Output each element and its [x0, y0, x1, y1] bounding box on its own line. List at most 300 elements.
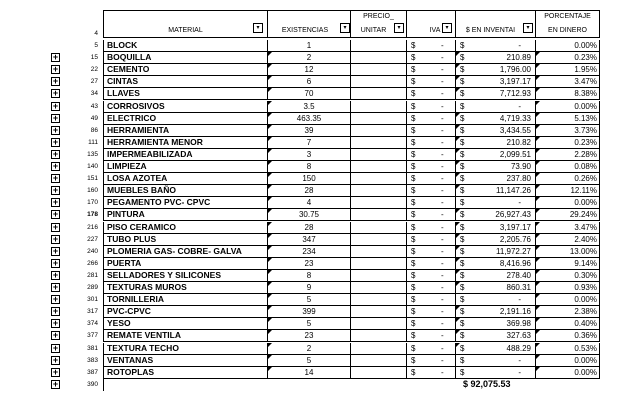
material-cell[interactable]: PUERTA: [103, 258, 267, 270]
total-amount: $ 92,075.53: [463, 378, 511, 389]
expand-group-icon[interactable]: +: [52, 52, 59, 63]
material-cell[interactable]: BOQUILLA: [103, 52, 267, 64]
dinero-cell[interactable]: [455, 234, 535, 246]
dinero-cell[interactable]: [455, 64, 535, 76]
expand-group-icon[interactable]: +: [52, 64, 59, 75]
existencias-cell[interactable]: [267, 137, 350, 149]
porcentaje-cell[interactable]: [535, 173, 600, 185]
material-cell[interactable]: YESO: [103, 318, 267, 330]
porcentaje-cell[interactable]: [535, 234, 600, 246]
existencias-cell[interactable]: [267, 149, 350, 161]
cell-value: 5: [306, 295, 312, 305]
header-precio: [350, 10, 406, 38]
precio-cell[interactable]: [350, 246, 406, 258]
currency-symbol: $: [411, 307, 416, 317]
porcentaje-cell[interactable]: [535, 88, 600, 100]
material-cell[interactable]: ELECTRICO: [103, 113, 267, 125]
existencias-cell[interactable]: [267, 161, 350, 173]
iva-cell[interactable]: [406, 306, 455, 318]
existencias-cell[interactable]: [267, 197, 350, 209]
cell-value: 0.93%: [574, 283, 597, 292]
existencias-cell[interactable]: [267, 185, 350, 197]
porcentaje-cell[interactable]: [535, 149, 600, 161]
material-cell[interactable]: SELLADORES Y SILICONES: [103, 270, 267, 282]
expand-group-icon[interactable]: +: [52, 88, 59, 99]
expand-group-icon[interactable]: +: [52, 100, 59, 111]
precio-cell[interactable]: [350, 222, 406, 234]
header-label: EXISTENCIAS: [281, 27, 329, 34]
cell-value: 39: [304, 125, 314, 135]
precio-cell[interactable]: [350, 355, 406, 367]
porcentaje-cell[interactable]: [535, 270, 600, 282]
dinero-cell[interactable]: [455, 330, 535, 342]
porcentaje-cell[interactable]: [535, 197, 600, 209]
iva-cell[interactable]: [406, 294, 455, 306]
existencias-cell[interactable]: [267, 52, 350, 64]
porcentaje-cell[interactable]: [535, 52, 600, 64]
dinero-cell[interactable]: [455, 258, 535, 270]
cell-value: 0.00%: [574, 295, 597, 305]
cell-value: 0.00%: [574, 41, 597, 50]
row-number: 301: [87, 296, 98, 304]
precio-cell[interactable]: [350, 197, 406, 209]
row-number: 390: [87, 380, 98, 388]
dinero-cell[interactable]: [455, 52, 535, 64]
existencias-cell[interactable]: [267, 343, 350, 355]
comment-marker: [536, 367, 540, 371]
iva-cell[interactable]: [406, 343, 455, 355]
cell-value: 8: [306, 162, 312, 171]
precio-cell[interactable]: [350, 149, 406, 161]
expand-group-icon[interactable]: +: [52, 330, 59, 341]
material-cell[interactable]: BLOCK: [103, 40, 267, 52]
cell-value: 3.5: [303, 101, 315, 111]
expand-group-icon[interactable]: +: [52, 136, 59, 147]
expand-group-icon[interactable]: +: [52, 112, 59, 123]
dinero-cell[interactable]: [455, 149, 535, 161]
cell-value: 8.38%: [574, 89, 597, 99]
material-cell[interactable]: HERRAMIENTA MENOR: [103, 137, 267, 149]
material-cell[interactable]: MUEBLES BAÑO: [103, 185, 267, 197]
porcentaje-cell[interactable]: [535, 113, 600, 125]
existencias-cell[interactable]: [267, 294, 350, 306]
expand-group-icon[interactable]: +: [52, 282, 59, 292]
precio-cell[interactable]: [350, 367, 406, 379]
header-label: MATERIAL: [168, 27, 203, 34]
existencias-cell[interactable]: [267, 318, 350, 330]
cell-value: 73.90: [510, 162, 531, 171]
expand-group-icon[interactable]: +: [52, 233, 59, 244]
cell-value: -: [441, 89, 444, 99]
precio-cell[interactable]: [350, 52, 406, 64]
comment-marker: [268, 234, 272, 238]
existencias-cell[interactable]: [267, 40, 350, 52]
cell-value: 26,927.43: [495, 210, 531, 220]
precio-cell[interactable]: [350, 173, 406, 185]
comment-marker: [536, 185, 540, 189]
porcentaje-cell[interactable]: [535, 355, 600, 367]
header-existencias: [267, 10, 350, 38]
precio-cell[interactable]: [350, 343, 406, 355]
cell-value: 0.26%: [574, 174, 597, 184]
expand-group-icon[interactable]: +: [52, 148, 59, 159]
row-number: 170: [87, 199, 98, 207]
iva-cell[interactable]: [406, 258, 455, 270]
dinero-cell[interactable]: [455, 197, 535, 209]
comment-marker: [536, 270, 540, 274]
material-cell[interactable]: PVC-CPVC: [103, 306, 267, 318]
material-cell[interactable]: TUBO PLUS: [103, 234, 267, 246]
table-row: [0, 113, 637, 125]
material-cell[interactable]: IMPERMEABILIZADA: [103, 149, 267, 161]
material-cell[interactable]: VENTANAS: [103, 355, 267, 367]
comment-marker: [536, 52, 540, 56]
filter-dropdown-icon[interactable]: ▾: [340, 23, 350, 33]
material-cell[interactable]: CINTAS: [103, 76, 267, 88]
existencias-cell[interactable]: [267, 113, 350, 125]
precio-cell[interactable]: [350, 88, 406, 100]
cell-value: -: [518, 101, 521, 111]
filter-dropdown-icon[interactable]: ▾: [523, 23, 533, 33]
currency-symbol: $: [411, 331, 416, 341]
iva-cell[interactable]: [406, 113, 455, 125]
iva-cell[interactable]: [406, 137, 455, 149]
porcentaje-cell[interactable]: [535, 40, 600, 52]
porcentaje-cell[interactable]: [535, 282, 600, 294]
iva-cell[interactable]: [406, 234, 455, 246]
dinero-cell[interactable]: [455, 161, 535, 173]
table-row: [0, 258, 637, 270]
table-row: [0, 330, 637, 342]
expand-group-icon[interactable]: +: [52, 245, 59, 256]
iva-cell[interactable]: [406, 185, 455, 197]
dinero-cell[interactable]: [455, 125, 535, 137]
dinero-cell[interactable]: [455, 367, 535, 379]
existencias-cell[interactable]: [267, 234, 350, 246]
precio-cell[interactable]: [350, 40, 406, 52]
material-cell[interactable]: CEMENTO: [103, 64, 267, 76]
iva-cell[interactable]: [406, 318, 455, 330]
row-number: 151: [87, 175, 98, 183]
expand-group-icon[interactable]: +: [52, 354, 59, 365]
table-row: [0, 101, 637, 113]
expand-group-icon[interactable]: +: [52, 173, 59, 184]
comment-marker: [536, 343, 540, 347]
cell-value: 23: [304, 258, 314, 268]
expand-group-icon[interactable]: +: [52, 342, 59, 353]
comment-marker: [536, 137, 540, 141]
precio-cell[interactable]: [350, 185, 406, 197]
material-cell[interactable]: LIMPIEZA: [103, 161, 267, 173]
expand-group-icon[interactable]: +: [52, 306, 59, 317]
comment-marker: [536, 330, 540, 334]
iva-cell[interactable]: [406, 330, 455, 342]
porcentaje-cell[interactable]: [535, 76, 600, 88]
dinero-cell[interactable]: [455, 343, 535, 355]
precio-cell[interactable]: [350, 330, 406, 342]
cell-value: 369.98: [506, 319, 531, 329]
material-cell[interactable]: HERRAMIENTA: [103, 125, 267, 137]
dinero-cell[interactable]: [455, 270, 535, 282]
comment-marker: [268, 282, 272, 286]
material-cell[interactable]: ROTOPLAS: [103, 367, 267, 379]
table-row: [0, 76, 637, 88]
comment-marker: [536, 294, 540, 298]
precio-cell[interactable]: [350, 294, 406, 306]
dinero-cell[interactable]: [455, 282, 535, 294]
iva-cell[interactable]: [406, 355, 455, 367]
precio-cell[interactable]: [350, 64, 406, 76]
currency-symbol: $: [411, 246, 416, 256]
dinero-cell[interactable]: [455, 137, 535, 149]
comment-marker: [268, 355, 272, 359]
expand-group-icon[interactable]: +: [52, 185, 59, 196]
iva-cell[interactable]: [406, 52, 455, 64]
precio-cell[interactable]: [350, 306, 406, 318]
expand-group-icon[interactable]: +: [52, 318, 59, 329]
expand-group-icon[interactable]: +: [52, 269, 59, 280]
row-number: 381: [87, 344, 98, 352]
porcentaje-cell[interactable]: [535, 258, 600, 270]
currency-symbol: $: [460, 162, 465, 171]
porcentaje-cell[interactable]: [535, 222, 600, 234]
iva-cell[interactable]: [406, 149, 455, 161]
porcentaje-cell[interactable]: [535, 246, 600, 258]
table-row: [0, 246, 637, 258]
table-row: [0, 173, 637, 185]
expand-group-icon[interactable]: +: [52, 378, 59, 389]
existencias-cell[interactable]: [267, 367, 350, 379]
expand-group-icon[interactable]: +: [52, 221, 59, 232]
cell-value: 3,197.17: [499, 77, 531, 87]
precio-cell[interactable]: [350, 282, 406, 294]
dinero-cell[interactable]: [455, 88, 535, 100]
comment-marker: [268, 161, 272, 165]
material-cell[interactable]: TORNILLERIA: [103, 294, 267, 306]
expand-group-icon[interactable]: +: [52, 366, 59, 377]
porcentaje-cell[interactable]: [535, 294, 600, 306]
iva-cell[interactable]: [406, 367, 455, 379]
cell-value: 2.38%: [574, 307, 597, 317]
existencias-cell[interactable]: [267, 64, 350, 76]
existencias-cell[interactable]: [267, 222, 350, 234]
dinero-cell[interactable]: [455, 40, 535, 52]
dinero-cell[interactable]: [455, 113, 535, 125]
dinero-cell[interactable]: [455, 306, 535, 318]
comment-marker: [536, 306, 540, 310]
existencias-cell[interactable]: [267, 76, 350, 88]
cell-value: -: [441, 283, 444, 292]
dinero-cell[interactable]: [455, 222, 535, 234]
expand-group-icon[interactable]: +: [52, 161, 59, 171]
material-cell[interactable]: PLOMERIA GAS- COBRE- GALVA: [103, 246, 267, 258]
precio-cell[interactable]: [350, 125, 406, 137]
expand-group-icon[interactable]: +: [52, 124, 59, 135]
expand-group-icon[interactable]: +: [52, 294, 59, 305]
cell-value: 210.89: [506, 53, 531, 63]
porcentaje-cell[interactable]: [535, 330, 600, 342]
precio-cell[interactable]: [350, 258, 406, 270]
material-cell[interactable]: TEXTURAS MUROS: [103, 282, 267, 294]
filter-dropdown-icon[interactable]: ▾: [253, 23, 263, 33]
cell-value: -: [441, 367, 444, 377]
existencias-cell[interactable]: [267, 282, 350, 294]
existencias-cell[interactable]: [267, 246, 350, 258]
filter-dropdown-icon[interactable]: ▾: [442, 23, 452, 33]
cell-value: 2: [306, 53, 312, 63]
currency-symbol: $: [460, 149, 465, 159]
currency-symbol: $: [411, 210, 416, 220]
currency-symbol: $: [411, 319, 416, 329]
row-number: 240: [87, 247, 98, 255]
expand-group-icon[interactable]: +: [52, 197, 59, 208]
porcentaje-cell[interactable]: [535, 64, 600, 76]
currency-symbol: $: [411, 343, 416, 353]
currency-symbol: $: [411, 113, 416, 123]
comment-marker: [268, 88, 272, 92]
material-cell[interactable]: PINTURA: [103, 209, 267, 221]
dinero-cell[interactable]: [455, 318, 535, 330]
cell-value: 0.53%: [574, 343, 597, 353]
cell-value: 8: [306, 270, 312, 280]
existencias-cell[interactable]: [267, 101, 350, 113]
cell-value: 150: [302, 174, 316, 184]
row-number: 5: [94, 42, 98, 49]
table-row: [0, 137, 637, 149]
porcentaje-cell[interactable]: [535, 209, 600, 221]
precio-cell[interactable]: [350, 137, 406, 149]
existencias-cell[interactable]: [267, 330, 350, 342]
iva-cell[interactable]: [406, 101, 455, 113]
currency-symbol: $: [411, 234, 416, 244]
iva-cell[interactable]: [406, 209, 455, 221]
currency-symbol: $: [460, 258, 465, 268]
header-label: EN DINERO: [548, 27, 587, 34]
currency-symbol: $: [460, 65, 465, 75]
existencias-cell[interactable]: [267, 209, 350, 221]
iva-cell[interactable]: [406, 197, 455, 209]
cell-value: 4: [306, 198, 312, 208]
porcentaje-cell[interactable]: [535, 185, 600, 197]
comment-marker: [268, 173, 272, 177]
precio-cell[interactable]: [350, 76, 406, 88]
row-number: 266: [87, 259, 98, 267]
table-row: [0, 355, 637, 367]
cell-value: -: [441, 65, 444, 75]
porcentaje-cell[interactable]: [535, 318, 600, 330]
iva-cell[interactable]: [406, 125, 455, 137]
precio-cell[interactable]: [350, 318, 406, 330]
dinero-cell[interactable]: [455, 209, 535, 221]
precio-cell[interactable]: [350, 270, 406, 282]
comment-marker: [268, 52, 272, 56]
dinero-cell[interactable]: [455, 101, 535, 113]
material-cell[interactable]: PISO CERAMICO: [103, 222, 267, 234]
iva-cell[interactable]: [406, 246, 455, 258]
precio-cell[interactable]: [350, 161, 406, 173]
porcentaje-cell[interactable]: [535, 367, 600, 379]
material-cell[interactable]: REMATE VENTILA: [103, 330, 267, 342]
precio-cell[interactable]: [350, 113, 406, 125]
existencias-cell[interactable]: [267, 258, 350, 270]
cell-value: 210.82: [506, 137, 531, 147]
existencias-cell[interactable]: [267, 173, 350, 185]
cell-value: 5.13%: [574, 113, 597, 123]
dinero-cell[interactable]: [455, 294, 535, 306]
cell-value: 3,434.55: [499, 125, 531, 135]
dinero-cell[interactable]: [455, 173, 535, 185]
dinero-cell[interactable]: [455, 355, 535, 367]
table-row: [0, 52, 637, 64]
iva-cell[interactable]: [406, 88, 455, 100]
precio-cell[interactable]: [350, 234, 406, 246]
iva-cell[interactable]: [406, 173, 455, 185]
iva-cell[interactable]: [406, 270, 455, 282]
iva-cell[interactable]: [406, 40, 455, 52]
row-number: 178: [87, 211, 98, 219]
iva-cell[interactable]: [406, 282, 455, 294]
comment-marker: [536, 161, 540, 165]
precio-cell[interactable]: [350, 209, 406, 221]
row-number: 34: [90, 90, 98, 98]
currency-symbol: $: [411, 149, 416, 159]
material-cell[interactable]: CORROSIVOS: [103, 101, 267, 113]
material-cell[interactable]: PEGAMENTO PVC- CPVC: [103, 197, 267, 209]
material-cell[interactable]: LLAVES: [103, 88, 267, 100]
existencias-cell[interactable]: [267, 306, 350, 318]
cell-value: 347: [302, 234, 316, 244]
cell-value: 1,796.00: [499, 65, 531, 75]
dinero-cell[interactable]: [455, 185, 535, 197]
existencias-cell[interactable]: [267, 270, 350, 282]
porcentaje-cell[interactable]: [535, 125, 600, 137]
material-cell[interactable]: TEXTURA TECHO: [103, 343, 267, 355]
porcentaje-cell[interactable]: [535, 101, 600, 113]
currency-symbol: $: [460, 174, 465, 184]
table-row: [0, 367, 637, 379]
comment-marker: [268, 209, 272, 213]
expand-group-icon[interactable]: +: [52, 209, 59, 220]
iva-cell[interactable]: [406, 76, 455, 88]
row-number: 140: [87, 163, 98, 170]
cell-value: -: [441, 149, 444, 159]
porcentaje-cell[interactable]: [535, 161, 600, 173]
expand-group-icon[interactable]: +: [52, 76, 59, 87]
comment-marker: [536, 222, 540, 226]
precio-cell[interactable]: [350, 101, 406, 113]
header-porcentaje: [535, 10, 600, 38]
iva-cell[interactable]: [406, 64, 455, 76]
filter-dropdown-icon[interactable]: ▾: [394, 23, 404, 33]
dinero-cell[interactable]: [455, 76, 535, 88]
porcentaje-cell[interactable]: [535, 137, 600, 149]
dinero-cell[interactable]: [455, 246, 535, 258]
expand-group-icon[interactable]: +: [52, 257, 59, 268]
cell-value: 0.23%: [574, 137, 597, 147]
table-row: [0, 88, 637, 100]
cell-value: 11,972.27: [496, 246, 531, 256]
porcentaje-cell[interactable]: [535, 343, 600, 355]
iva-cell[interactable]: [406, 222, 455, 234]
cell-value: -: [441, 331, 444, 341]
existencias-cell[interactable]: [267, 88, 350, 100]
row-number: 227: [87, 235, 98, 243]
material-cell[interactable]: LOSA AZOTEA: [103, 173, 267, 185]
existencias-cell[interactable]: [267, 125, 350, 137]
iva-cell[interactable]: [406, 161, 455, 173]
existencias-cell[interactable]: [267, 355, 350, 367]
porcentaje-cell[interactable]: [535, 306, 600, 318]
